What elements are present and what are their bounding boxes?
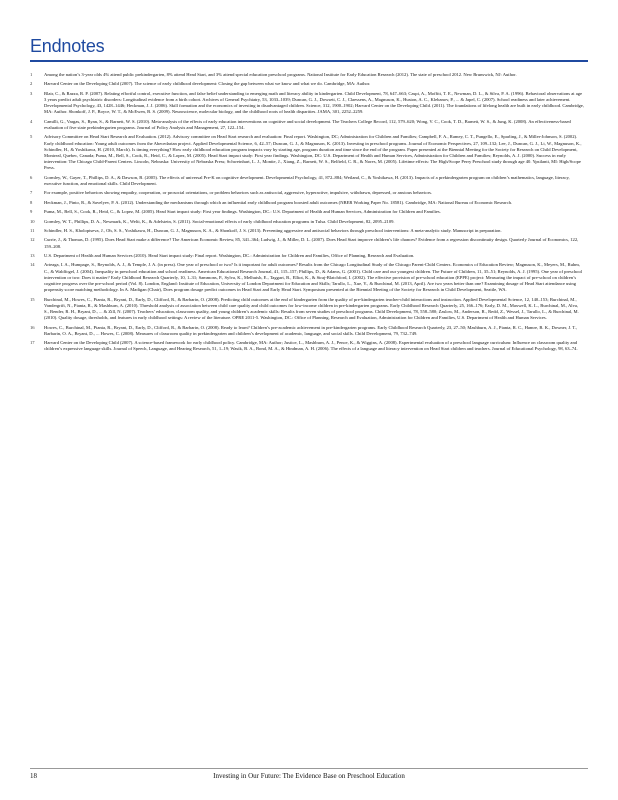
endnote-number: 1 <box>30 72 33 77</box>
endnote-item <box>30 253 584 259</box>
endnote-text: Harvard Center on the Developing Child (2007). The science of early childhood development: Closing the gap between what we know and what we do. Cambridge, MA: Author. <box>44 81 371 87</box>
page-number: 18 <box>30 772 37 780</box>
endnote-number: 14 <box>30 262 35 268</box>
endnote-number: 12 <box>30 237 35 243</box>
endnote-item <box>30 325 584 337</box>
page-title: Endnotes <box>30 36 105 56</box>
endnote-text: Harvard Center on the Developing Child (2007). A science-based framework for early childhood policy. Cambridge, MA: Author; Justice, L., Mashburn, A. J., Pence, K., & Wiggins, A. (2008). Experimental evaluation of a preschool language curriculum: Influence on classroom quality and children’s expressive language skills. Journal of Speech, Language, and Hearing Research, 51, 1–19; Wasik, B. A., Bond, M. A., & Hindman, A. H. (2006). The effects of a language and literacy intervention on Head Start children and teachers. Journal of Educational Psychology, 98, 63–74. <box>44 340 578 352</box>
endnote-number: 5 <box>30 134 33 140</box>
endnote-item <box>30 91 584 116</box>
endnotes-list <box>30 72 584 356</box>
endnote-item <box>30 134 584 171</box>
footer-title: Investing in Our Future: The Evidence Base on Preschool Education <box>213 772 405 780</box>
endnote-text: Burchinal, M., Howes, C., Pianta, R., Bryant, D., Early, D., Clifford, R., & Barbarin, O. (2008). Predicting child outcomes at the end of kindergarten from the quality of pre-kindergarten teacher-child interactions and instruction. Applied Developmental Science, 12, 140–153; Burchinal, M., Vandergrift, N., Pianta, R., & Mashburn, A. (2010). Threshold analysis of association between child care quality and child outcomes for low-income children in pre-kindergarten programs. Early Childhood Research Quarterly, 25, 166–176; Early, D. M., Maxwell, K. L., Burchinal, M., Alva, S., Bender, R. H., Bryant, D., ... & Zill, N. (2007). Teachers’ education, classroom quality, and young children’s academic skills: Results from seven studies of preschool programs. Child Development, 78, 558–580; Zaslow, M., Anderson, R., Redd, Z., Wessel, J., Tarullo, L., & Burchinal, M. (2010). Quality dosage, thresholds, and features in early childhood settings: A review of the literature. OPRE 2011-5. Washington, DC.: Office of Planning, Research and Evaluation, Administration for Children and Families, U.S. Department of Health and Human Services. <box>44 296 579 321</box>
endnote-item <box>30 237 584 249</box>
endnote-number: 9 <box>30 209 33 215</box>
endnote-number: 3 <box>30 90 33 96</box>
endnote-item <box>30 72 584 78</box>
endnote-text: Gormley, W. T., Phillips, D. A., Newmark, K., Welti, K., & Adelstein, S. (2011). Social-emotional effects of early childhood education programs in Tulsa. Child Development, 82, 2095–2109. <box>44 218 395 224</box>
endnote-text: Heckman, J., Pinto, R., & Savelyev, P. A. (2012). Understanding the mechanisms through which an influential early childhood program boosted adult outcomes (NBER Working Paper No. 18581). Cambridge, MA: National Bureau of Economic Research. <box>44 199 513 205</box>
endnote-item <box>30 209 584 215</box>
endnote-text: Advisory Committee on Head Start Research and Evaluation. (2012). Advisory committee on Head Start research and evaluation: Final report. Washington, DC; Administration for Children and Families; Campbell, F. A., Ramey, C. T., Pungello, E., Sparling, J., & Miller-Johnson, S. (2002). Early childhood education: Young adult outcomes from the Abecedarian project. Applied Developmental Science, 6, 42–57; Duncan, G. J., & Magnuson, K. (2013). Investing in preschool programs. Journal of Economic Perspectives, 27, 109–132; Lee, J., Duncan, G. J., Li, W., Magnuson, K., Schindler, H., & Yoshikawa, H. (2010, March). Is timing everything? How early childhood education program impacts vary by starting age, program duration and time since the end of the program. Paper presented at the Biennial Meeting for the Society for Research on Child Development, Montreal, Quebec, Canada; Puma, M., Bell, S., Cook, R., Heid, C., & Lopez, M. (2005). Head Start impact study: First year findings. Washington, DC: U.S. Department of Health and Human Services, Administration for Children and Families; Reynolds, A. J. (2000). Success in early intervention: The Chicago Child-Parent Centers. Lincoln, Nebraska: University of Nebraska Press; Schweinhart, L. J., Montie, J., Xiang, Z., Barnett, W. S., Belfield, C. R., & Nores, M. (2005). Lifetime effects: The High/Scope Perry Preschool study through age 40. Ypsilanti, MI: High/Scope Press. <box>44 134 582 171</box>
endnote-text: Camilli, G., Vargas, S., Ryan, S., & Barnett, W. S. (2010). Meta-analysis of the effects of early education interventions on cognitive and social development. The Teachers College Record, 112, 579–620; Wong, V. C., Cook, T. D., Barnett, W. S., & Jung, K. (2008). An effectiveness-based evaluation of five state prekindergarten programs. Journal of Policy Analysis and Management, 27, 122–154. <box>44 118 571 130</box>
endnote-text: Gormley, W., Gayer, T., Phillips, D. A., & Dawson, B. (2005). The effects of universal Pre-K on cognitive development. Developmental Psychology, 41, 872–884; Weiland, C., & Yoshikawa, H. (2013). Impacts of a prekindergarten program on children’s mathematics, language, literacy, executive function, and emotional skills. Child Development. <box>44 174 570 186</box>
endnote-item <box>30 297 584 322</box>
endnote-number: 16 <box>30 324 35 330</box>
endnote-item <box>30 228 584 234</box>
endnote-item <box>30 119 584 131</box>
endnote-item <box>30 200 584 206</box>
footer-rule <box>30 768 588 769</box>
endnote-text: Among the nation’s 3-year olds 4% attend public prekindergarten, 8% attend Head Start, and 3% attend special education preschool programs. National Institute for Early Education Research (2012). The state of preschool 2012. New Brunswick, NJ: Author. <box>44 72 517 77</box>
endnote-text: Schindler, H. S., Kholoptseva, J., Oh, S. S., Yoshikawa, H., Duncan, G. J., Magnuson, K. A., & Shonkoff, J. S. (2013). Preventing aggressive and antisocial behaviors through preschool interventions: A meta-analytic study. Manuscript in preparation. <box>44 227 502 233</box>
endnote-item <box>30 81 584 87</box>
endnote-number: 13 <box>30 252 35 258</box>
endnote-item <box>30 262 584 293</box>
endnote-number: 6 <box>30 174 33 180</box>
endnote-item <box>30 190 584 196</box>
endnote-text: Currie, J., & Thomas, D. (1995). Does Head Start make a difference? The American Economic Review, 85, 341–364; Ludwig, J., & Miller, D. L. (2007). Does Head Start improve children’s life chances? Evidence from a regression discontinuity design. Quarterly Journal of Economics, 122, 159–208. <box>44 237 579 249</box>
endnote-number: 4 <box>30 118 33 124</box>
endnote-item <box>30 340 584 352</box>
endnote-number: 17 <box>30 340 35 346</box>
endnote-text: Arteaga, I. A., Humpage, S., Reynolds, A. J., & Temple, J. A. (in press). One year of preschool or two? Is it important for adult outcomes? Results from the Chicago Longitudinal Study of the Chicago Parent-Child Centers. Economics of Education Review; Magnuson, K., Meyers, M., Ruhm, C., & Waldfogel, J. (2004). Inequality in preschool education and school readiness. American Educational Research Journal, 41, 115–157; Phillips, D., & Adams, G. (2001). Child care and our youngest children. The Future of Children, 11, 35–51; Reynolds, A. J. (1995). One year of preschool intervention or two: Does it matter? Early Childhood Research Quarterly, 10, 1–31; Sammons, P., Sylva, K., Melhuish, E., Taggart, B., Elliot, K., & Siraj-Blatchford, I. (2002). The effective provision of pre-school education (EPPE) project: Measuring the impact of pre-school on children’s cognitive progress over the pre-school period (Vol. 8). London, England: Institute of Education, University of London Department for Education and Skills; Tarullo, L., Xue, Y., & Burchinal, M. (2013, April). Are two years better than one? Examining dosage of Head Start attendance using propensity score matching methodology. In A. Madigan (Chair), Does program dosage predict outcomes in Head Start and Early Head Start. Symposium presented at the Biennial Meeting of the Society for Research in Child Development, Seattle, WA. <box>44 262 583 293</box>
endnote-text: For example, positive behaviors showing empathy, cooperation, or prosocial orientations, or problem behaviors such as antisocial, aggressive, hyperactive, impulsive, withdrawn, depressed, or anxious behaviors. <box>44 190 433 196</box>
endnote-text: Howes, C., Burchinal, M., Pianta, R., Bryant, D., Early, D., Clifford, R., & Barbarin, O. (2008). Ready to learn? Children’s pre-academic achievement in pre-kindergarten programs. Early Childhood Research Quarterly, 23, 27–50; Mashburn, A. J., Pianta, R. C., Hamre, B. K., Downer, J. T., Barbarin, O. A., Bryant, D., ... Howes, C. (2008). Measures of classroom quality in prekindergarten and children’s development of academic, language, and social skills. Child Development, 79, 732–749. <box>44 324 578 336</box>
endnote-item <box>30 219 584 225</box>
endnote-text: Puma, M., Bell, S., Cook, R., Heid, C., & Lopez, M. (2005). Head Start impact study: First year findings. Washington, DC.: U.S. Department of Health and Human Services, Administration for Children and Families. <box>44 209 441 215</box>
title-rule <box>30 60 588 62</box>
endnote-number: 11 <box>30 227 35 233</box>
endnote-text: U.S. Department of Health and Human Services (2010). Head Start impact study: Final report. Washington, DC.: Administration for Children and Families, Office of Planning, Research and Evaluation. <box>44 252 415 258</box>
endnote-item <box>30 175 584 187</box>
endnote-number: 2 <box>30 81 33 87</box>
endnote-text: Blair, C., & Razza, R. P. (2007). Relating effortful control, executive function, and false belief understanding to emerging math and literacy ability in kindergarten. Child Development, 78, 647–663; Caspi, A., Moffitt, T. E., Newman, D. L., & Silva, P. A. (1996). Behavioral observations at age 3 years predict adult psychiatric disorders: Longitudinal evidence from a birth cohort. Archives of General Psychiatry, 53, 1033–1039; Duncan, G. J., Dowsett, C. J., Claessens, A., Magnuson, K., Huston, A. C., Klebanov, P., ... & Japel, C. (2007). School readiness and later achievement. Developmental Psychology, 43, 1428–1446; Heckman, J. J. (2006). Skill formation and the economics of investing in disadvantaged children. Science, 312, 1900–1902; Harvard Center on the Developing Child. (2011). The foundations of lifelong health are built in early childhood. Cambridge, MA: Author. Shonkoff, J. P., Boyce, W. T., & McEwen, B. S. (2009). Neuroscience, molecular biology, and the childhood roots of health disparities. JAMA, 301, 2252–2259. <box>44 90 584 115</box>
endnote-number: 7 <box>30 190 33 196</box>
endnote-number: 10 <box>30 218 35 224</box>
endnote-number: 15 <box>30 296 35 302</box>
endnote-number: 8 <box>30 199 33 205</box>
